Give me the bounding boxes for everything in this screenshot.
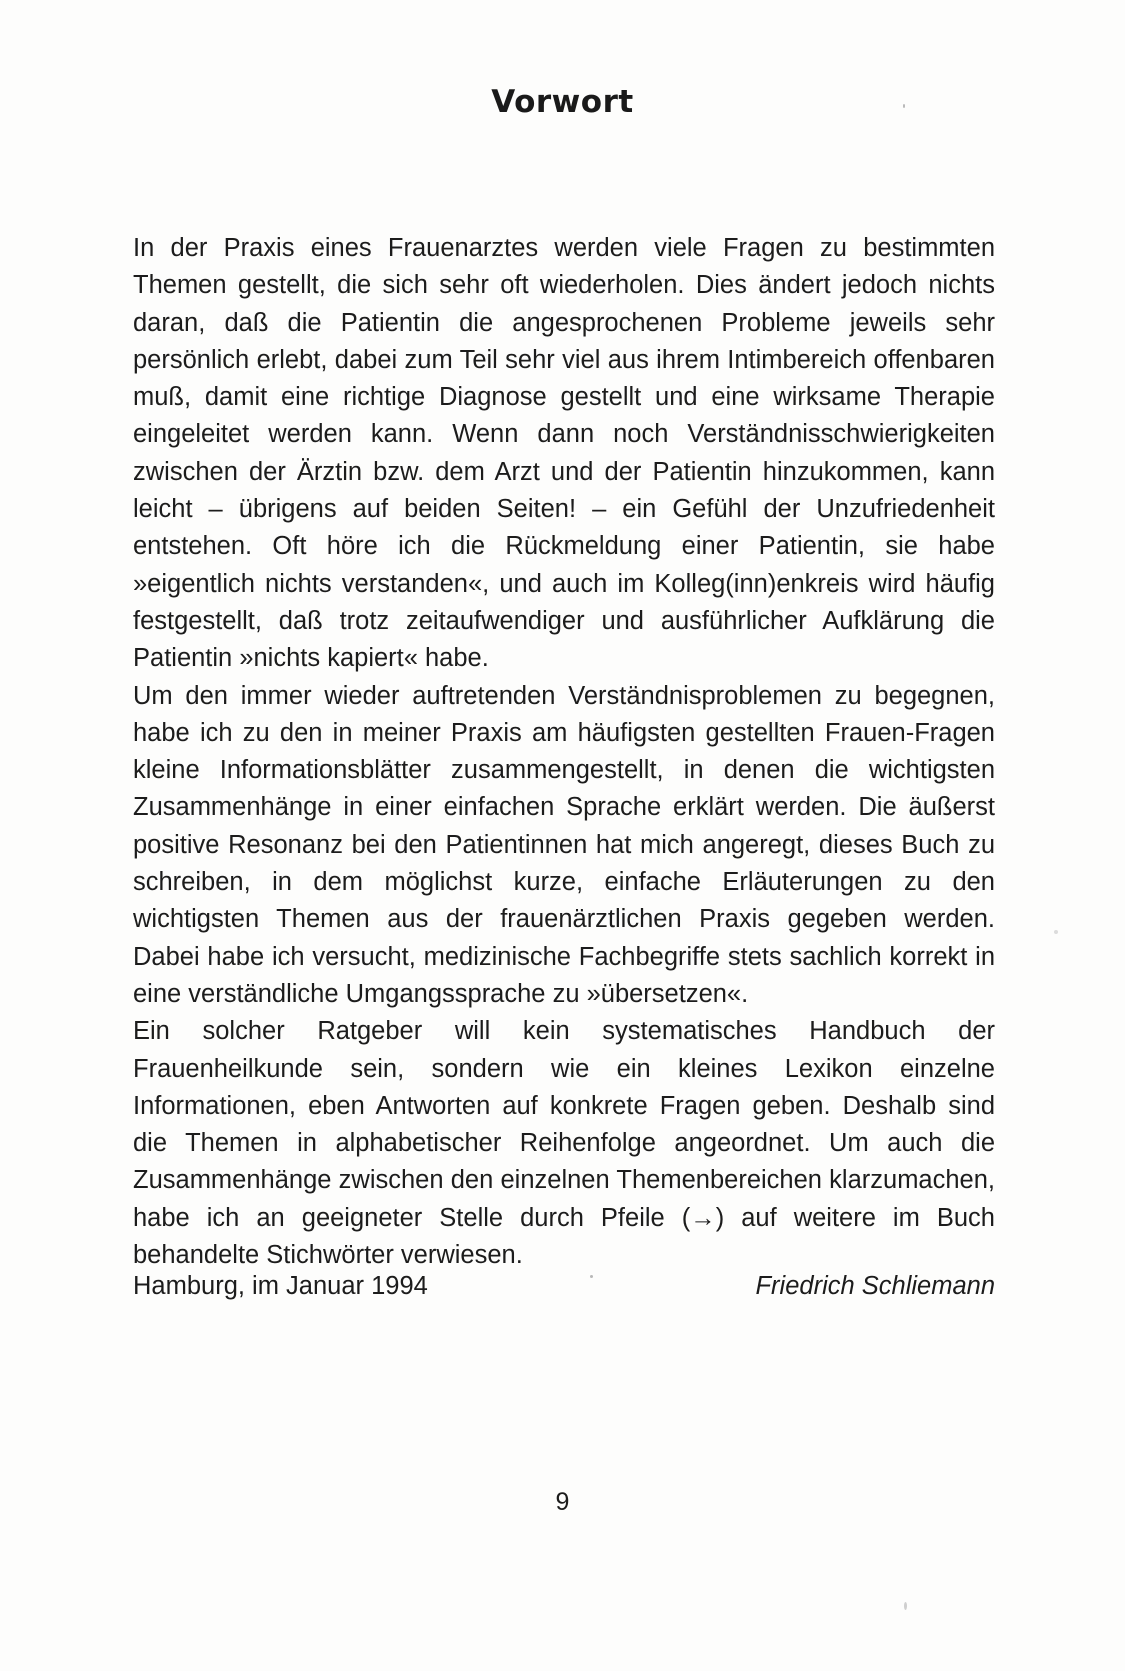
scan-speck xyxy=(590,1275,593,1278)
scan-speck xyxy=(903,104,905,108)
preface-body xyxy=(133,230,995,1274)
page-number: 9 xyxy=(555,1488,570,1516)
place-date: Hamburg, im Januar 1994 xyxy=(133,1272,428,1300)
scan-speck xyxy=(1054,930,1058,934)
paragraph-2: Um den immer wieder auftretenden Verständnisproblemen zu begegnen, habe ich zu den in meiner Praxis am häufigsten gestellten Frauen-Fragen kleine Informationsblätter zusammengestellt, in denen die wichtigsten Zusammenhänge in einer einfachen Sprache erklärt werden. Die äußerst positive Resonanz bei den Patientinnen hat mich angeregt, dieses Buch zu schreiben, in dem möglichst kurze, einfache Erläuterungen zu den wichtigsten Themen aus der frauenärztlichen Praxis gegeben werden. Dabei habe ich versucht, medizinische Fachbegriffe stets sachlich korrekt in eine verständliche Umgangssprache zu »übersetzen«. xyxy=(133,681,995,1008)
paragraph-3: Ein solcher Ratgeber will kein systematisches Handbuch der Frauenheilkunde sein, sondern wie ein kleines Lexikon einzelne Informationen, eben Antworten auf konkrete Fragen geben. Deshalb sind die Themen in alphabetischer Reihenfolge angeordnet. Um auch die Zusammenhänge zwischen den einzelnen Themenbereichen klarzumachen, habe ich an geeigneter Stelle durch Pfeile (→) auf weitere im Buch behandelte Stichwörter verwiesen. xyxy=(133,1017,995,1270)
paragraph-1: In der Praxis eines Frauenarztes werden viele Fragen zu bestimmten Themen gestellt, die sich sehr oft wiederholen. Dies ändert jedoch nichts daran, daß die Patientin die angesprochenen Probleme jeweils sehr persönlich erlebt, dabei zum Teil sehr viel aus ihrem Intimbereich offenbaren muß, damit eine richtige Diagnose gestellt und eine wirksame Therapie eingeleitet werden kann. Wenn dann noch Verständnisschwierigkeiten zwischen der Ärztin bzw. dem Arzt und der Patientin hinzukommen, kann leicht – übrigens auf beiden Seiten! – ein Gefühl der Unzufriedenheit entstehen. Oft höre ich die Rückmeldung einer Patientin, sie habe »eigentlich nichts verstanden«, und auch im Kolleg(inn)enkreis wird häufig festgestellt, daß trotz zeitaufwendiger und ausführlicher Aufklärung die Patientin »nichts kapiert« habe. xyxy=(133,234,995,673)
author-signature: Friedrich Schliemann xyxy=(755,1272,995,1300)
page-title: Vorwort xyxy=(491,84,634,120)
scan-speck xyxy=(904,1602,907,1610)
